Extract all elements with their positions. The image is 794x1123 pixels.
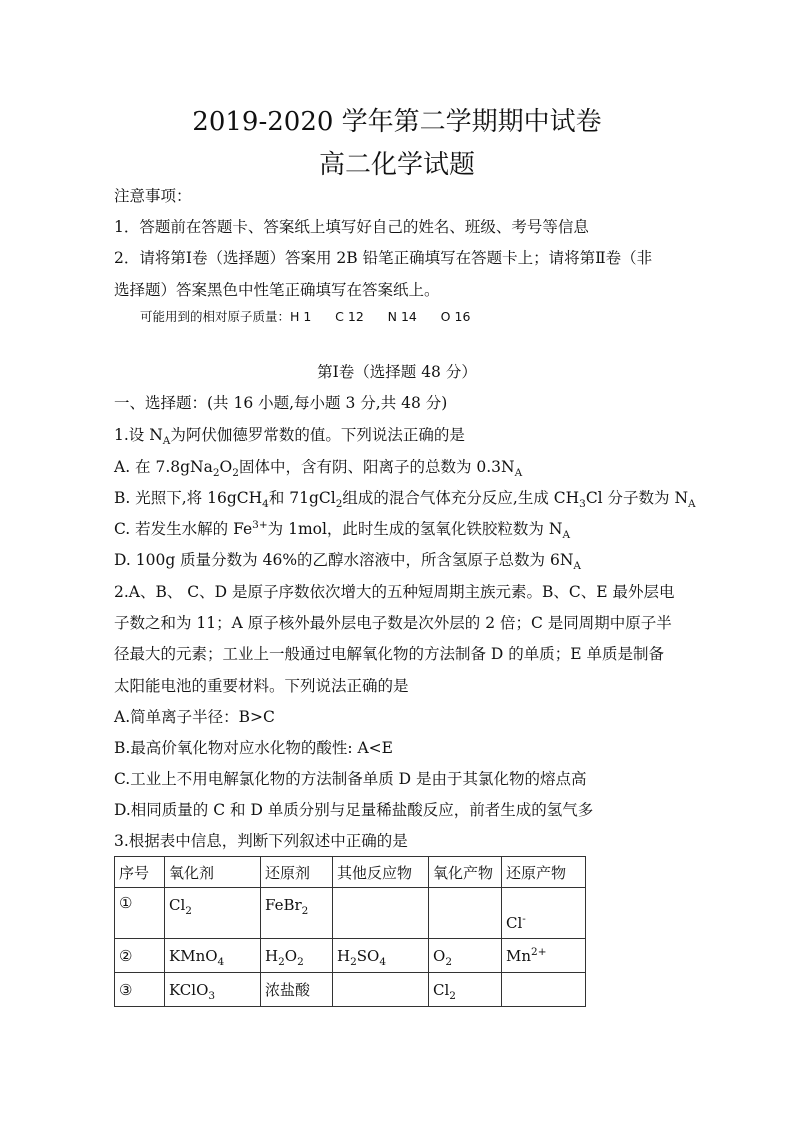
table-cell: FeBr$_2$ (261, 888, 333, 939)
table-cell: $H_2O_2$ (261, 939, 333, 973)
table-cell: $O_2$ (429, 939, 502, 973)
table-row (115, 888, 586, 939)
notice-heading: 注意事项： (114, 187, 192, 205)
table-header-cell: 氧化产物 (429, 857, 502, 888)
table-header-cell: 还原剂 (261, 857, 333, 888)
q2-option-c: C.工业上不用电解氯化物的方法制备单质 D 是由于其氯化物的熔点高 (114, 770, 587, 788)
table-header-cell: 序号 (115, 857, 165, 888)
q1-option-a: A. 在 $7.8gNa_2O_2$固体中，含有阴、阳离子的总数为 $0.3N_A$ (114, 458, 523, 480)
table-header-row (115, 857, 586, 888)
q1-option-b: B. 光照下,将 16gCH$_4$和 71gCl$_2$组成的混合气体充分反应,生成 $CH_3Cl$ 分子数为 $N_A$ (114, 489, 696, 511)
table-cell: Cl- (502, 888, 586, 939)
table-cell (333, 973, 429, 1007)
notice-item-2-line-1: 2．请将第Ⅰ卷（选择题）答案用 2B 铅笔正确填写在答题卡上；请将第Ⅱ卷（非 (114, 249, 653, 267)
table-cell: 浓盐酸 (261, 973, 333, 1007)
q2-stem-line-3: 径最大的元素；工业上一般通过电解氧化物的方法制备 D 的单质；E 单质是制备 (114, 645, 665, 663)
table-cell: KMnO$_4$ (165, 939, 261, 973)
notice-item-1: 1．答题前在答题卡、答案纸上填写好自己的姓名、班级、考号等信息 (114, 218, 589, 236)
exam-subtitle: 高二化学试题 (318, 150, 475, 180)
q1-option-c: C. 若发生水解的 $Fe^{3+}$为 1mol，此时生成的氢氧化铁胶粒数为 $N_A$ (114, 518, 571, 542)
q2-stem-line-2: 子数之和为 11；A 原子核外最外层电子数是次外层的 2 倍；C 是同周期中原子半 (114, 614, 672, 632)
table-cell: ③ (115, 973, 165, 1007)
table-cell (333, 888, 429, 939)
table-cell (429, 888, 502, 939)
exam-title: 2019-2020 学年第二学期期中试卷 (192, 107, 602, 137)
table-cell: KClO$_3$ (165, 973, 261, 1007)
q1-stem: 1.设 $N_A$为阿伏伽德罗常数的值。下列说法正确的是 (114, 426, 465, 448)
q3-stem: 3.根据表中信息，判断下列叙述中正确的是 (114, 832, 408, 850)
q2-stem-line-1: 2.A、B、 C、D 是原子序数依次增大的五种短周期主族元素。B、C、E 最外层电 (114, 583, 675, 601)
table-header-cell: 还原产物 (502, 857, 586, 888)
atomic-masses: 可能用到的相对原子质量：H 1 C 12 N 14 O 16 (140, 309, 471, 324)
table-row (115, 939, 586, 973)
table-cell (502, 973, 586, 1007)
q3-table (114, 856, 586, 1007)
table-cell: $H_2SO_4$ (333, 939, 429, 973)
section-heading: 第Ⅰ卷（选择题 48 分） (317, 363, 477, 381)
table-cell: $Cl_2$ (165, 888, 261, 939)
table-cell: $Cl_2$ (429, 973, 502, 1007)
q1-option-d: D. 100g 质量分数为 46%的乙醇水溶液中，所含氢原子总数为 $6N_A$ (114, 551, 581, 573)
part-heading: 一、选择题：(共 16 小题,每小题 3 分,共 48 分) (114, 394, 448, 412)
q2-option-a: A.简单离子半径：B>C (114, 708, 275, 726)
table-cell: ② (115, 939, 165, 973)
q2-stem-line-4: 太阳能电池的重要材料。下列说法正确的是 (114, 677, 409, 695)
table-header-cell: 氧化剂 (165, 857, 261, 888)
q2-option-b: B.最高价氧化物对应水化物的酸性: A<E (114, 739, 393, 757)
table-row (115, 973, 586, 1007)
table-cell: ① (115, 888, 165, 939)
table-header-cell: 其他反应物 (333, 857, 429, 888)
q2-option-d: D.相同质量的 C 和 D 单质分别与足量稀盐酸反应，前者生成的氢气多 (114, 801, 594, 819)
notice-item-2-line-2: 选择题）答案黑色中性笔正确填写在答案纸上。 (114, 281, 440, 299)
table-cell: $Mn^{2+}$ (502, 939, 586, 973)
